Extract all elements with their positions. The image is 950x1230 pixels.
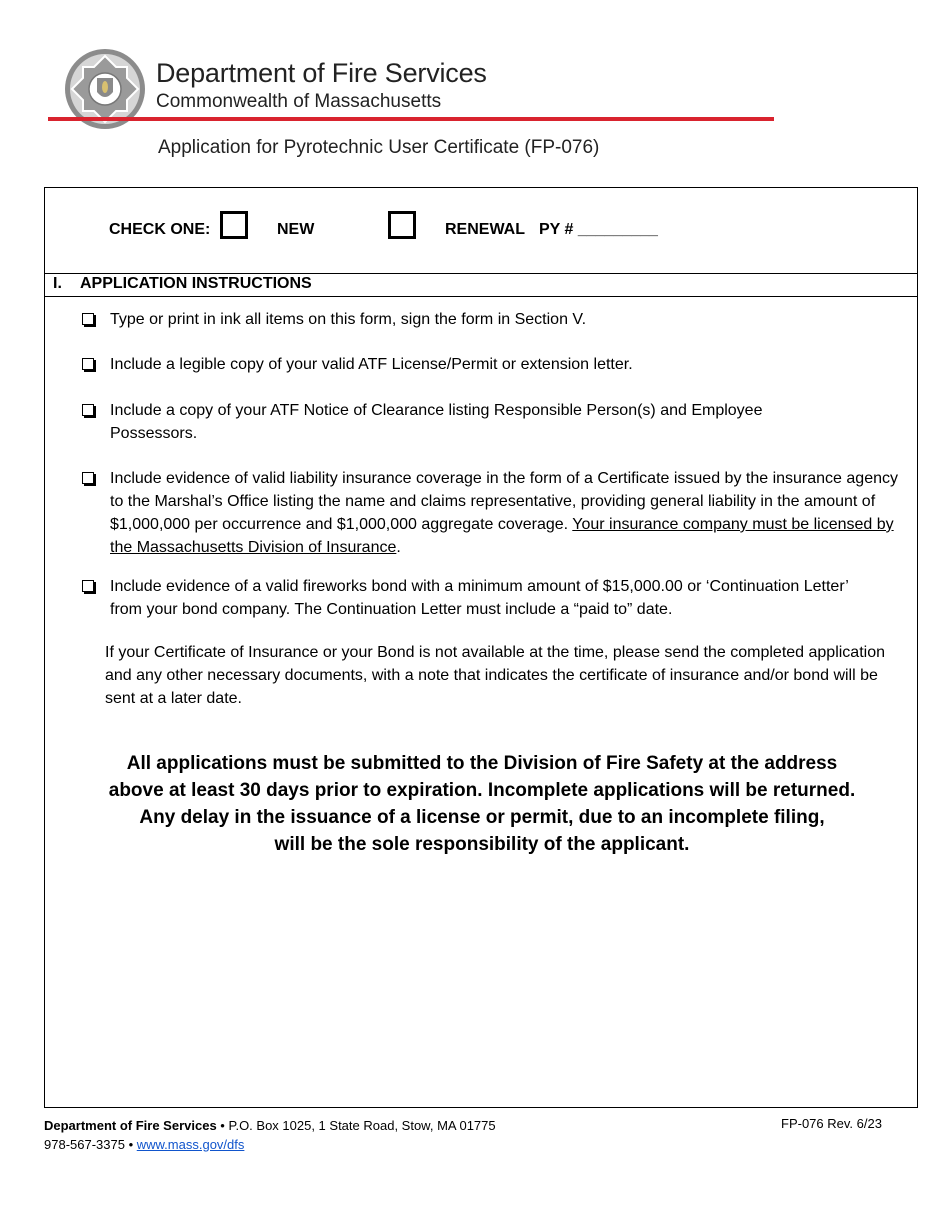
form-frame	[44, 187, 918, 1108]
checkbox-bullet-icon	[82, 313, 94, 325]
renewal-checkbox[interactable]	[388, 211, 416, 239]
checkbox-bullet-icon	[82, 472, 94, 484]
instruction-text: Include evidence of a valid fireworks bond with a minimum amount of $15,000.00 or ‘Continuation Letter’ from your bond company. The Continuation Letter must include a “paid to” date.	[110, 578, 849, 618]
footer-dept: Department of Fire Services	[44, 1118, 217, 1133]
instruction-text: Include a legible copy of your valid ATF License/Permit or extension letter.	[110, 356, 633, 373]
website-link[interactable]: www.mass.gov/dfs	[136, 1137, 245, 1152]
section-number: I.	[53, 275, 62, 292]
submission-notice	[75, 750, 889, 858]
department-name: Department of Fire Services	[156, 58, 487, 88]
section-header	[45, 273, 917, 297]
instruction-text: Type or print in ink all items on this form, sign the form in Section V.	[110, 311, 587, 328]
section-title: APPLICATION INSTRUCTIONS	[80, 275, 312, 292]
availability-note: If your Certificate of Insurance or your Bond is not available at the time, please send the completed application and any other necessary documents, with a note that indicates the certificate of insurance and/or bond will be sent at a later date.	[105, 644, 885, 707]
footer-phone: 978-567-3375 •	[44, 1137, 137, 1152]
notice-line: All applications must be submitted to the Division of Fire Safety at the address	[126, 753, 838, 774]
footer-contact	[44, 1116, 496, 1154]
footer-address: • P.O. Box 1025, 1 State Road, Stow, MA 01775	[216, 1118, 496, 1133]
checkbox-bullet-icon	[82, 358, 94, 370]
checkbox-bullet-icon	[82, 580, 94, 592]
notice-line: above at least 30 days prior to expiration. Incomplete applications will be returned.	[108, 780, 856, 801]
instruction-text-insurance: Include evidence of valid liability insurance coverage in the form of a Certificate issued by the insurance agency to the Marshal’s Office listing the name and claims representative, providing general liability in the amount of $1,000,000 per occurrence and $1,000,000 aggregate coverage. Your insurance company must be licensed by the Massachusetts Division of Insurance.	[110, 470, 898, 556]
notice-line: Any delay in the issuance of a license or permit, due to an incomplete filing,	[139, 807, 825, 828]
checkbox-bullet-icon	[82, 404, 94, 416]
new-checkbox[interactable]	[220, 211, 248, 239]
check-one-label: CHECK ONE:	[109, 221, 211, 238]
py-number-field[interactable]: PY # _________	[539, 221, 658, 238]
form-revision: FP-076 Rev. 6/23	[781, 1116, 882, 1131]
check-one-row	[45, 188, 917, 274]
new-label: NEW	[277, 221, 315, 238]
notice-line: will be the sole responsibility of the applicant.	[274, 834, 690, 855]
commonwealth-name: Commonwealth of Massachusetts	[156, 91, 442, 112]
renewal-label: RENEWAL	[445, 221, 525, 238]
form-title: Application for Pyrotechnic User Certificate (FP-076)	[158, 137, 600, 158]
instruction-text: Include a copy of your ATF Notice of Clearance listing Responsible Person(s) and Employee Possessors.	[110, 402, 763, 442]
header-divider	[48, 117, 774, 121]
insurance-licensing-note: Your insurance company must be licensed by the Massachusetts Division of Insurance	[110, 516, 894, 556]
